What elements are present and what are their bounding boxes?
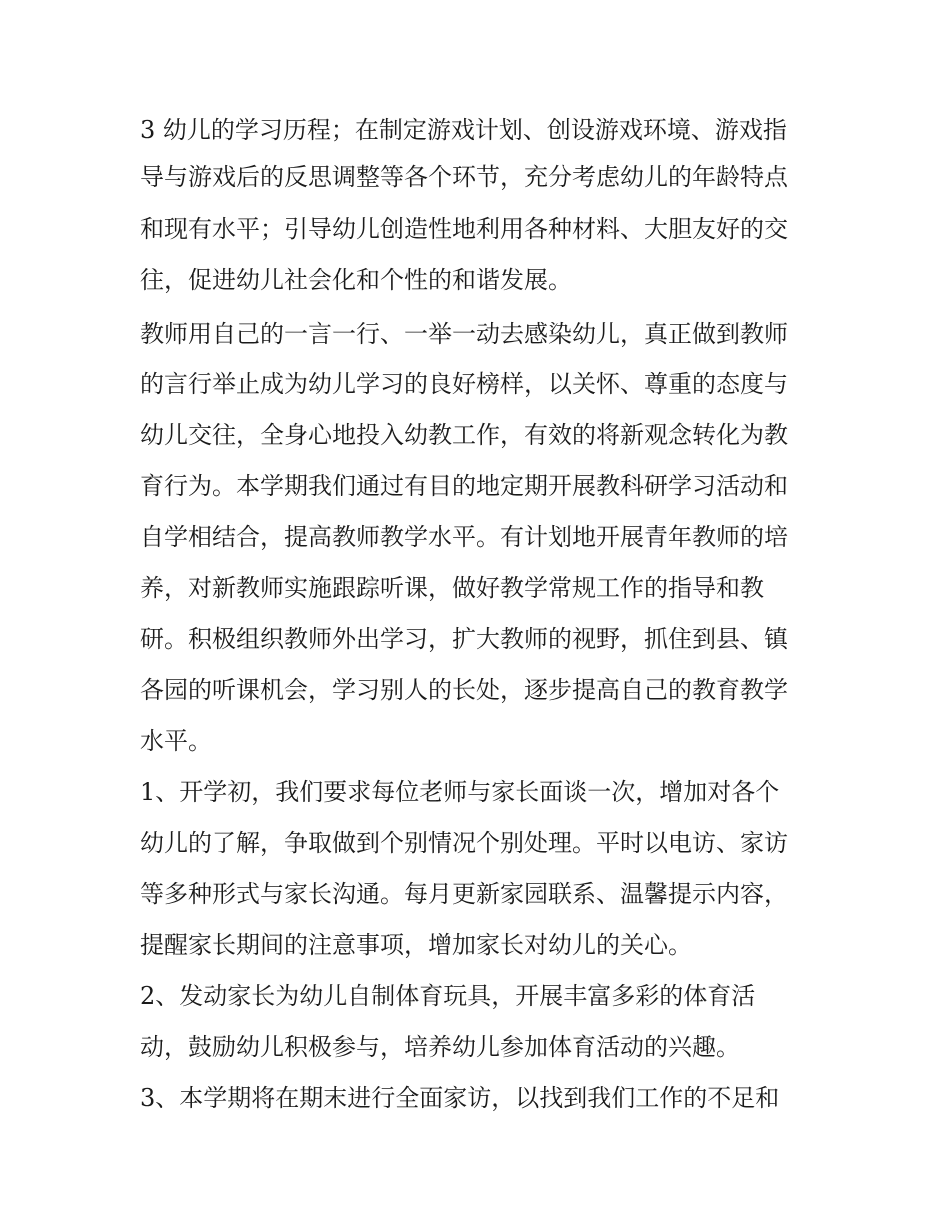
text-line: 等多种形式与家长沟通。每月更新家园联系、温馨提示内容， [140, 880, 788, 908]
text-line: 水平。 [140, 727, 212, 755]
text-line: 育行为。本学期我们通过有目的地定期开展教科研学习活动和 [140, 472, 788, 500]
text-line: 2、发动家长为幼儿自制体育玩具，开展丰富多彩的体育活 [140, 982, 756, 1010]
text-line: 提醒家长期间的注意事项，增加家长对幼儿的关心。 [140, 931, 692, 959]
text-line: 导与游戏后的反思调整等各个环节，充分考虑幼儿的年龄特点 [140, 163, 788, 191]
text-line: 1、开学初，我们要求每位老师与家长面谈一次，增加对各个 [140, 778, 780, 806]
text-line: 研。积极组织教师外出学习，扩大教师的视野，抓住到县、镇 [140, 625, 788, 653]
text-line: 3、本学期将在期末进行全面家访，以找到我们工作的不足和 [140, 1084, 780, 1112]
text-line: 往，促进幼儿社会化和个性的和谐发展。 [140, 266, 572, 294]
text-line: 养，对新教师实施跟踪听课，做好教学常规工作的指导和教 [140, 574, 764, 602]
text-line: 自学相结合，提高教师教学水平。有计划地开展青年教师的培 [140, 523, 788, 551]
text-line: 3 幼儿的学习历程；在制定游戏计划、创设游戏环境、游戏指 [140, 116, 787, 144]
text-line: 教师用自己的一言一行、一举一动去感染幼儿，真正做到教师 [140, 320, 788, 348]
text-line: 的言行举止成为幼儿学习的良好榜样，以关怀、尊重的态度与 [140, 370, 788, 398]
text-line: 动，鼓励幼儿积极参与，培养幼儿参加体育活动的兴趣。 [140, 1033, 740, 1061]
text-line: 幼儿的了解，争取做到个别情况个别处理。平时以电访、家访 [140, 829, 788, 857]
text-line: 幼儿交往，全身心地投入幼教工作，有效的将新观念转化为教 [140, 421, 788, 449]
text-line: 各园的听课机会，学习别人的长处，逐步提高自己的教育教学 [140, 676, 788, 704]
text-line: 和现有水平；引导幼儿创造性地利用各种材料、大胆友好的交 [140, 215, 788, 243]
